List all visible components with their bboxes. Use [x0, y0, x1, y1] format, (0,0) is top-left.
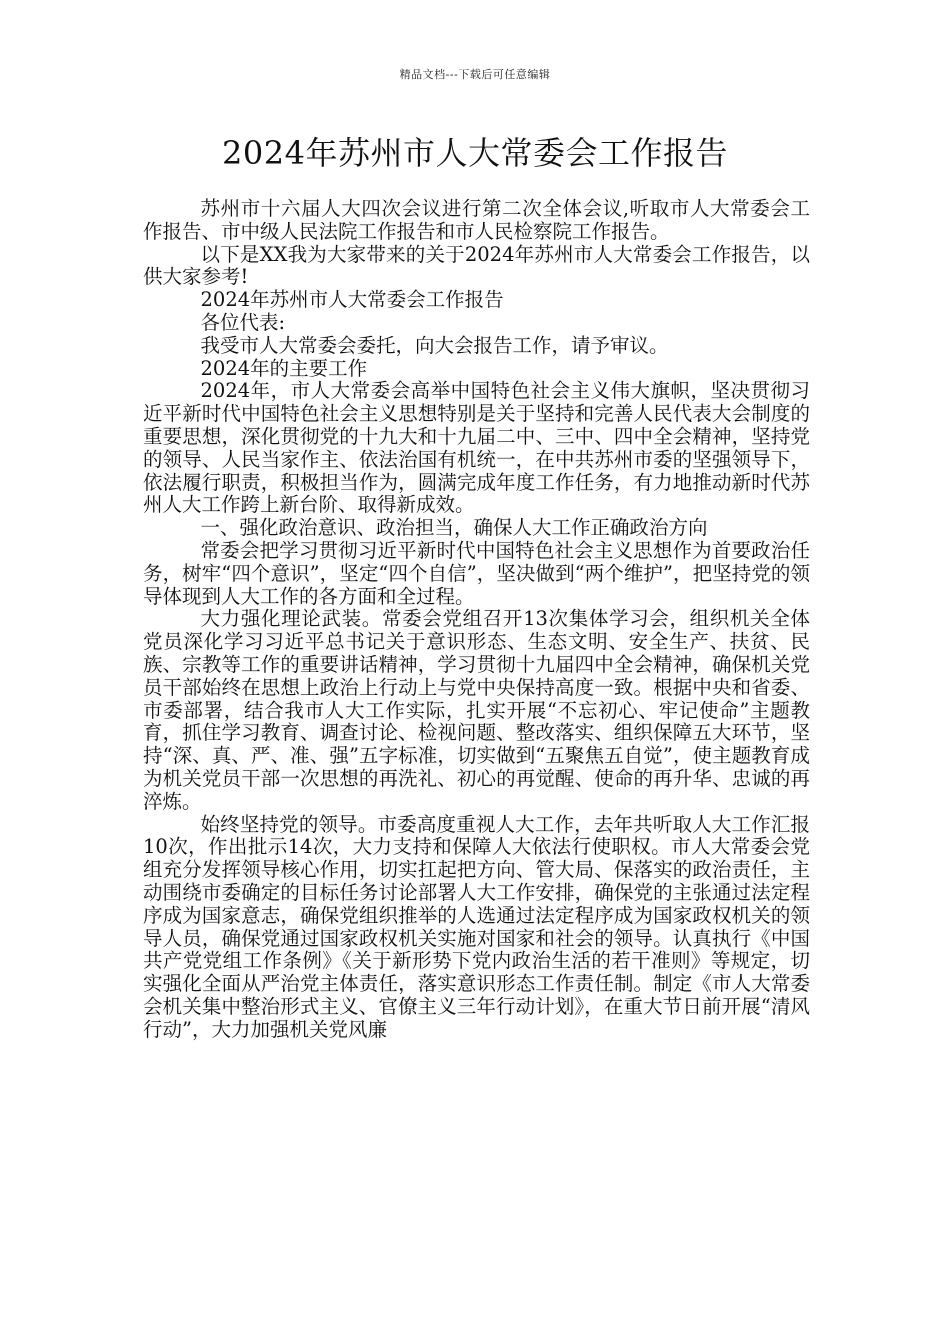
paragraph: 始终坚持党的领导。市委高度重视人大工作，去年共听取人大工作汇报10次，作出批示14次，大力支持和保障人大依法行使职权。市人大常委会党组充分发挥领导核心作用，切实扛起把方向、管大局、保落实的政治责任，主动围绕市委确定的目标任务讨论部署人大工作安排，确保党的主张通过法定程序成为国家意志，确保党组织推举的人选通过法定程序成为国家政权机关的领导人员，确保党通过国家政权机关实施对国家和社会的领导。认真执行《中国共产党党组工作条例》《关于新形势下党内政治生活的若干准则》等规定，切实强化全面从严治党主体责任，落实意识形态工作责任制。制定《市人大常委会机关集中整治形式主义、官僚主义三年行动计划》，在重大节日前开展“清风行动”，大力加强机关党风廉: [143, 812, 810, 1041]
paragraph: 我受市人大常委会委托，向大会报告工作，请予审议。: [200, 333, 669, 357]
paragraph: 大力强化理论武装。常委会党组召开13次集体学习会，组织机关全体党员深化学习习近平总书记关于意识形态、生态文明、安全生产、扶贫、民族、宗教等工作的重要讲话精神，学习贯彻十九届四中全会精神，确保机关党员干部始终在思想上政治上行动上与党中央保持高度一致。根据中央和省委、市委部署，结合我市人大工作实际，扎实开展“不忘初心、牢记使命”主题教育，抓住学习教育、调查讨论、检视问题、整改落实、组织保障五大环节，坚持“深、真、严、准、强”五字标准，切实做到“五聚焦五自觉”，使主题教育成为机关党员干部一次思想的再洗礼、初心的再觉醒、使命的再升华、忠诚的再淬炼。: [143, 607, 810, 813]
paragraph: 各位代表:: [200, 310, 286, 334]
paragraph: 2024年的主要工作: [200, 356, 368, 380]
section-heading: 一、强化政治意识、政治担当，确保人大工作正确政治方向: [200, 516, 708, 540]
paragraph: 2024年苏州市人大常委会工作报告: [200, 288, 504, 312]
paragraph: 2024年，市人大常委会高举中国特色社会主义伟大旗帜，坚决贯彻习近平新时代中国特色社会主义思想特别是关于坚持和完善人民代表大会制度的重要思想，深化贯彻党的十九大和十九届二中、三中、四中全会精神，坚持党的领导、人民当家作主、依法治国有机统一，在中共苏州市委的坚强领导下，依法履行职责，积极担当作为，圆满完成年度工作任务，有力地推动新时代苏州人大工作跨上新台阶、取得新成效。: [143, 379, 810, 517]
document-body: [143, 198, 810, 1041]
document-title: 2024年苏州市人大常委会工作报告: [222, 134, 728, 172]
paragraph: 常委会把学习贯彻习近平新时代中国特色社会主义思想作为首要政治任务，树牢“四个意识”，坚定“四个自信”，坚决做到“两个维护”，把坚持党的领导体现到人大工作的各方面和全过程。: [143, 538, 810, 608]
paragraph: 苏州市十六届人大四次会议进行第二次全体会议,听取市人大常委会工作报告、市中级人民法院工作报告和市人民检察院工作报告。: [143, 197, 810, 243]
header-note: 精品文档---下载后可任意编辑: [399, 68, 551, 81]
paragraph: 以下是XX我为大家带来的关于2024年苏州市人大常委会工作报告，以供大家参考!: [143, 242, 810, 289]
